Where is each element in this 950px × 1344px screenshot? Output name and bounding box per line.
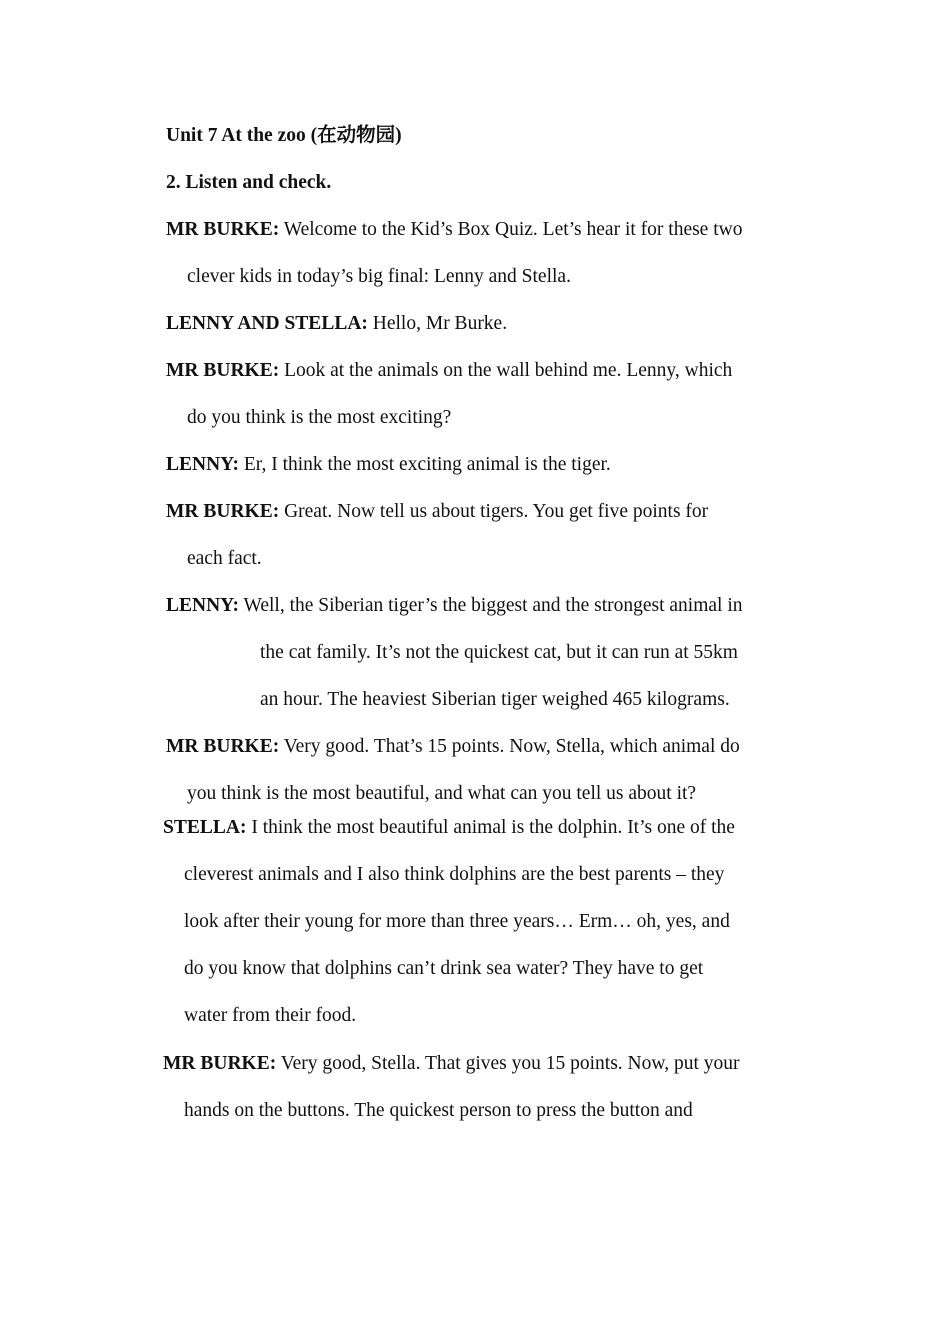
dialogue-line (260, 641, 738, 665)
dialogue-text: clever kids in today’s big final: Lenny and Stella. (187, 266, 571, 287)
dialogue-text: look after their young for more than three years… Erm… oh, yes, and (184, 911, 730, 932)
dialogue-text: Very good, Stella. That gives you 15 points. Now, put your (276, 1053, 740, 1074)
dialogue-text: an hour. The heaviest Siberian tiger weighed 465 kilograms. (260, 689, 730, 710)
dialogue-line (166, 312, 507, 336)
page-title: Unit 7 At the zoo (在动物园) (166, 125, 402, 146)
speaker-label: MR BURKE: (163, 1053, 277, 1074)
dialogue-line (163, 816, 735, 840)
dialogue-line (187, 547, 262, 571)
dialogue-text: cleverest animals and I also think dolphins are the best parents – they (184, 864, 725, 885)
dialogue-line (166, 453, 611, 477)
speaker-label: MR BURKE: (166, 219, 280, 240)
section-heading: 2. Listen and check. (166, 172, 332, 193)
dialogue-text: Well, the Siberian tiger’s the biggest and the strongest animal in (238, 595, 743, 616)
speaker-label: MR BURKE: (166, 501, 280, 522)
speaker-label: STELLA: (163, 817, 247, 838)
speaker-label: LENNY: (166, 454, 239, 475)
dialogue-text: Er, I think the most exciting animal is the tiger. (238, 454, 611, 475)
dialogue-text: each fact. (187, 548, 262, 569)
dialogue-line (260, 688, 730, 712)
dialogue-text: you think is the most beautiful, and what can you tell us about it? (187, 783, 697, 804)
dialogue-line (187, 265, 571, 289)
dialogue-line (166, 500, 708, 524)
dialogue-text: Look at the animals on the wall behind me. Lenny, which (279, 360, 733, 381)
dialogue-line (187, 406, 451, 430)
dialogue-line (187, 782, 696, 806)
dialogue-text: hands on the buttons. The quickest person to press the button and (184, 1100, 693, 1121)
dialogue-line (184, 1099, 693, 1123)
dialogue-line (184, 1004, 356, 1028)
dialogue-line (166, 735, 740, 759)
dialogue-text: I think the most beautiful animal is the dolphin. It’s one of the (246, 817, 735, 838)
dialogue-text: Great. Now tell us about tigers. You get five points for (279, 501, 709, 522)
dialogue-text: do you think is the most exciting? (187, 407, 452, 428)
dialogue-text: Hello, Mr Burke. (367, 313, 508, 334)
speaker-label: MR BURKE: (166, 360, 280, 381)
speaker-label: LENNY: (166, 595, 239, 616)
dialogue-line (184, 910, 730, 934)
dialogue-text: water from their food. (184, 1005, 357, 1026)
dialogue-text: do you know that dolphins can’t drink sea water? They have to get (184, 958, 704, 979)
dialogue-line (163, 1052, 739, 1076)
dialogue-line (166, 359, 732, 383)
dialogue-text: Very good. That’s 15 points. Now, Stella, which animal do (279, 736, 740, 757)
speaker-label: LENNY AND STELLA: (166, 313, 368, 334)
dialogue-line (184, 863, 724, 887)
dialogue-line (166, 218, 742, 242)
dialogue-text: the cat family. It’s not the quickest cat, but it can run at 55km (260, 642, 738, 663)
dialogue-text: Welcome to the Kid’s Box Quiz. Let’s hear it for these two (279, 219, 743, 240)
dialogue-line (184, 957, 703, 981)
dialogue-line (166, 594, 743, 618)
speaker-label: MR BURKE: (166, 736, 280, 757)
